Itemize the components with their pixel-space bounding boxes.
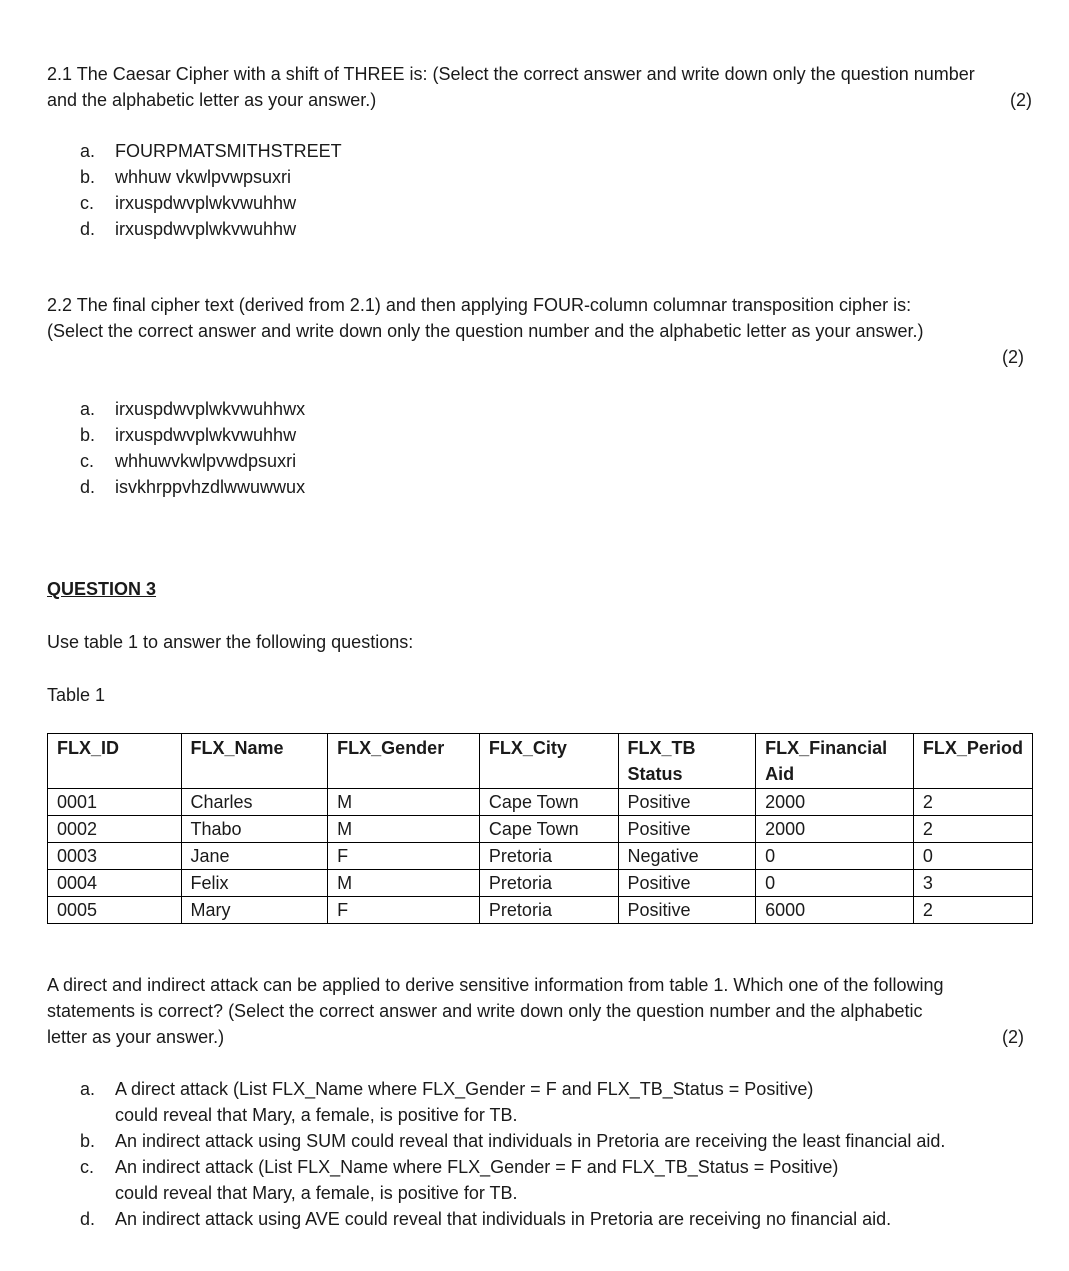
cell-gender: F	[328, 897, 480, 924]
header-flx-gender: FLX_Gender	[328, 734, 480, 789]
question-3-heading-block	[47, 576, 1032, 602]
cell-name: Jane	[181, 843, 328, 870]
option-2-2-a	[80, 396, 305, 422]
table-row	[48, 789, 1033, 816]
header-flx-id: FLX_ID	[48, 734, 182, 789]
question-2-1-marks: (2)	[1010, 90, 1032, 110]
option-2-1-c	[80, 190, 342, 216]
option-text: FOURPMATSMITHSTREET	[115, 141, 342, 161]
question-2-1	[47, 61, 1032, 113]
question-2-1-options	[80, 138, 342, 242]
cell-tb-status: Positive	[618, 789, 756, 816]
cell-id: 0002	[48, 816, 182, 843]
cell-period: 3	[913, 870, 1032, 897]
header-flx-period: FLX_Period	[913, 734, 1032, 789]
cell-gender: M	[328, 816, 480, 843]
option-text: irxuspdwvplwkvwuhhwx	[115, 399, 306, 419]
question-3-line-3	[47, 1024, 1032, 1050]
question-2-2	[47, 292, 1032, 370]
option-letter: d.	[80, 477, 96, 497]
cell-city: Pretoria	[479, 897, 618, 924]
question-3-prompt	[47, 972, 1032, 1050]
cell-city: Pretoria	[479, 843, 618, 870]
table-caption-block	[47, 682, 1032, 708]
cell-city: Cape Town	[479, 816, 618, 843]
table-1	[47, 733, 1033, 924]
cell-period: 2	[913, 897, 1032, 924]
cell-tb-status: Positive	[618, 870, 756, 897]
header-flx-tb-status: FLX_TB Status	[618, 734, 756, 789]
option-2-1-a	[80, 138, 342, 164]
option-text-line: A direct attack (List FLX_Name where FLX_Gender = F and FLX_TB_Status = Positive)	[115, 1079, 814, 1099]
option-letter: d.	[80, 1209, 96, 1229]
question-3-line-2: statements is correct? (Select the correct answer and write down only the question number and the alphabetic	[47, 1001, 923, 1021]
cell-gender: M	[328, 870, 480, 897]
cell-period: 0	[913, 843, 1032, 870]
table-row	[48, 897, 1033, 924]
option-text-line: An indirect attack (List FLX_Name where FLX_Gender = F and FLX_TB_Status = Positive)	[115, 1157, 839, 1177]
cell-name: Charles	[181, 789, 328, 816]
option-letter: a.	[80, 1079, 96, 1099]
option-2-1-d	[80, 216, 342, 242]
table-row	[48, 816, 1033, 843]
option-text: whhuwvkwlpvwdpsuxri	[115, 451, 297, 471]
option-text: whhuw vkwlpvwpsuxri	[115, 167, 292, 187]
cell-period: 2	[913, 789, 1032, 816]
cell-name: Mary	[181, 897, 328, 924]
option-text-line: An indirect attack using SUM could reveal that individuals in Pretoria are receiving the least financial aid.	[115, 1131, 946, 1151]
cell-id: 0003	[48, 843, 182, 870]
cell-tb-status: Negative	[618, 843, 756, 870]
cell-gender: M	[328, 789, 480, 816]
option-text-line: An indirect attack using AVE could reveal that individuals in Pretoria are receiving no financial aid.	[115, 1209, 892, 1229]
question-2-2-line-1: 2.2 The final cipher text (derived from 2.1) and then applying FOUR-column columnar transposition cipher is:	[47, 295, 912, 315]
option-2-1-b	[80, 164, 342, 190]
cell-tb-status: Positive	[618, 897, 756, 924]
option-text: isvkhrppvhzdlwwuwwux	[115, 477, 306, 497]
option-2-2-d	[80, 474, 305, 500]
header-flx-city: FLX_City	[479, 734, 618, 789]
option-letter: c.	[80, 451, 95, 471]
table-row	[48, 870, 1033, 897]
option-2-2-c	[80, 448, 305, 474]
option-text: irxuspdwvplwkvwuhhw	[115, 425, 297, 445]
header-flx-name: FLX_Name	[181, 734, 328, 789]
cell-city: Pretoria	[479, 870, 618, 897]
option-3-b	[80, 1128, 945, 1154]
option-text: irxuspdwvplwkvwuhhw	[115, 193, 297, 213]
question-2-2-options	[80, 396, 305, 500]
cell-gender: F	[328, 843, 480, 870]
option-2-2-b	[80, 422, 305, 448]
cell-name: Felix	[181, 870, 328, 897]
option-letter: b.	[80, 167, 96, 187]
cell-financial-aid: 2000	[756, 789, 914, 816]
option-letter: b.	[80, 1131, 96, 1151]
option-3-a	[80, 1076, 945, 1128]
question-3-options	[80, 1076, 945, 1232]
option-letter: c.	[80, 1157, 95, 1177]
cell-period: 2	[913, 816, 1032, 843]
question-2-1-line-2	[47, 87, 1032, 113]
table-caption: Table 1	[47, 685, 106, 705]
question-2-1-line-2-text: and the alphabetic letter as your answer.)	[47, 90, 377, 110]
question-3-line-3-text: letter as your answer.)	[47, 1027, 225, 1047]
option-text-line: could reveal that Mary, a female, is positive for TB.	[115, 1105, 518, 1125]
option-text-line: could reveal that Mary, a female, is positive for TB.	[115, 1183, 518, 1203]
question-3-intro: Use table 1 to answer the following questions:	[47, 632, 414, 652]
option-letter: a.	[80, 399, 96, 419]
cell-financial-aid: 6000	[756, 897, 914, 924]
cell-financial-aid: 2000	[756, 816, 914, 843]
header-flx-financial-aid: FLX_Financial Aid	[756, 734, 914, 789]
option-letter: d.	[80, 219, 96, 239]
option-3-d	[80, 1206, 945, 1232]
cell-id: 0005	[48, 897, 182, 924]
question-2-2-marks: (2)	[1002, 347, 1024, 367]
question-2-1-line-1: 2.1 The Caesar Cipher with a shift of THREE is: (Select the correct answer and write down only the question number	[47, 64, 975, 84]
table-row	[48, 843, 1033, 870]
table-header-row	[48, 734, 1033, 789]
question-3-intro-block	[47, 629, 1032, 655]
option-letter: a.	[80, 141, 96, 161]
option-letter: c.	[80, 193, 95, 213]
cell-financial-aid: 0	[756, 843, 914, 870]
question-3-marks: (2)	[1002, 1027, 1024, 1047]
question-2-2-line-2: (Select the correct answer and write down only the question number and the alphabetic letter as your answer.)	[47, 321, 924, 341]
option-3-c	[80, 1154, 945, 1206]
cell-financial-aid: 0	[756, 870, 914, 897]
question-3-line-1: A direct and indirect attack can be applied to derive sensitive information from table 1. Which one of the following	[47, 975, 944, 995]
option-text: irxuspdwvplwkvwuhhw	[115, 219, 297, 239]
cell-id: 0004	[48, 870, 182, 897]
cell-name: Thabo	[181, 816, 328, 843]
question-3-heading: QUESTION 3	[47, 579, 157, 599]
cell-city: Cape Town	[479, 789, 618, 816]
option-letter: b.	[80, 425, 96, 445]
cell-id: 0001	[48, 789, 182, 816]
cell-tb-status: Positive	[618, 816, 756, 843]
